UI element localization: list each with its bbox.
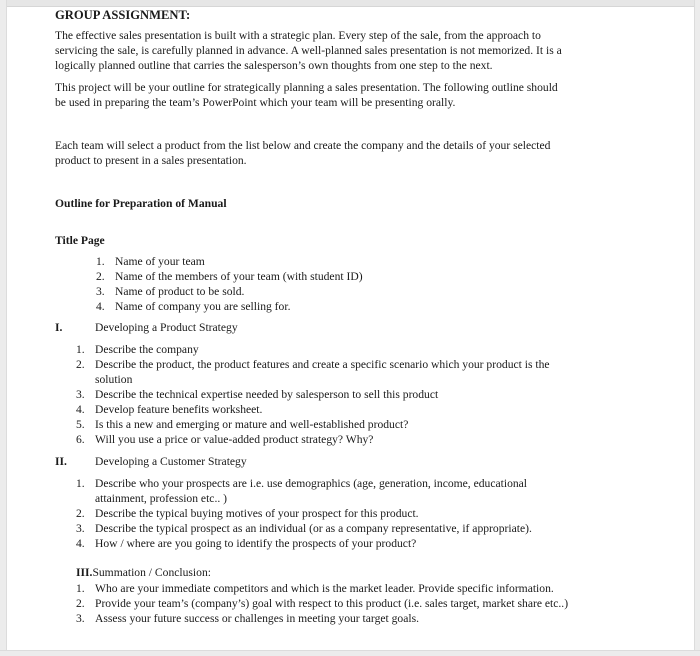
- list-item-number: 2.: [76, 358, 85, 371]
- list-item-continuation: solution: [95, 373, 133, 386]
- list-item-number: 2.: [76, 507, 85, 520]
- list-item-continuation: attainment, profession etc.. ): [95, 492, 227, 505]
- list-item: Describe the product, the product features and create a specific scenario which your product is the: [95, 358, 550, 371]
- section-numeral: I.: [55, 321, 63, 334]
- section-numeral: II.: [55, 455, 67, 468]
- viewer-frame-left: [0, 0, 7, 656]
- list-item-number: 3.: [76, 388, 85, 401]
- list-item: Describe the typical buying motives of your prospect for this product.: [95, 507, 419, 520]
- list-item: How / where are you going to identify the prospects of your product?: [95, 537, 417, 550]
- list-item: Will you use a price or value-added product strategy? Why?: [95, 433, 374, 446]
- list-item-number: 3.: [76, 522, 85, 535]
- list-item-number: 1.: [76, 477, 85, 490]
- section-title: Developing a Customer Strategy: [95, 455, 247, 468]
- viewer-frame-bottom: [0, 650, 700, 656]
- list-item-number: 4.: [76, 403, 85, 416]
- list-item-number: 1.: [76, 582, 85, 595]
- list-item: Describe the typical prospect as an individual (or as a company representative, if appropriate).: [95, 522, 532, 535]
- list-item-number: 6.: [76, 433, 85, 446]
- outline-heading: Outline for Preparation of Manual: [55, 197, 227, 210]
- list-item: Who are your immediate competitors and which is the market leader. Provide specific information.: [95, 582, 554, 595]
- list-item: Assess your future success or challenges in meeting your target goals.: [95, 612, 420, 625]
- list-item-number: 2.: [76, 597, 85, 610]
- list-item-number: 2.: [96, 270, 105, 283]
- project-paragraph-line: This project will be your outline for strategically planning a sales presentation. The following outline should: [55, 81, 558, 94]
- list-item: Name of the members of your team (with student ID): [115, 270, 363, 283]
- list-item-number: 5.: [76, 418, 85, 431]
- intro-paragraph-line: servicing the sale, is carefully planned in advance. A well-planned sales presentation is not memorized. It is a: [55, 44, 562, 57]
- list-item: Is this a new and emerging or mature and well-established product?: [95, 418, 409, 431]
- list-item: Name of product to be sold.: [115, 285, 245, 298]
- list-item: Describe who your prospects are i.e. use demographics (age, generation, income, educational: [95, 477, 528, 490]
- list-item-number: 4.: [96, 300, 105, 313]
- title-page-heading: Title Page: [55, 234, 105, 247]
- list-item: Provide your team’s (company’s) goal with respect to this product (i.e. sales target, market share etc..): [95, 597, 569, 610]
- section-title: Developing a Product Strategy: [95, 321, 238, 334]
- section-numeral: III.: [76, 566, 93, 579]
- section-heading: [76, 566, 211, 580]
- list-item: Describe the technical expertise needed by salesperson to sell this product: [95, 388, 439, 401]
- list-item: Name of your team: [115, 255, 205, 268]
- project-paragraph-line: be used in preparing the team’s PowerPoint which your team will be presenting orally.: [55, 96, 456, 109]
- intro-paragraph-line: logically planned outline that carries the salesperson’s own thoughts from one step to the next.: [55, 59, 493, 72]
- list-item-number: 1.: [76, 343, 85, 356]
- list-item-number: 1.: [96, 255, 105, 268]
- list-item-number: 3.: [96, 285, 105, 298]
- list-item: Develop feature benefits worksheet.: [95, 403, 263, 416]
- assignment-title: GROUP ASSIGNMENT:: [55, 8, 191, 22]
- list-item: Name of company you are selling for.: [115, 300, 291, 313]
- viewer-frame-top: [0, 0, 700, 7]
- viewer-frame-right: [694, 0, 700, 656]
- team-paragraph-line: product to present in a sales presentation.: [55, 154, 247, 167]
- list-item-number: 3.: [76, 612, 85, 625]
- list-item-number: 4.: [76, 537, 85, 550]
- intro-paragraph-line: The effective sales presentation is built with a strategic plan. Every step of the sale, from the approach to: [55, 29, 541, 42]
- list-item: Describe the company: [95, 343, 199, 356]
- section-title: Summation / Conclusion:: [92, 566, 211, 579]
- team-paragraph-line: Each team will select a product from the list below and create the company and the details of your selected: [55, 139, 551, 152]
